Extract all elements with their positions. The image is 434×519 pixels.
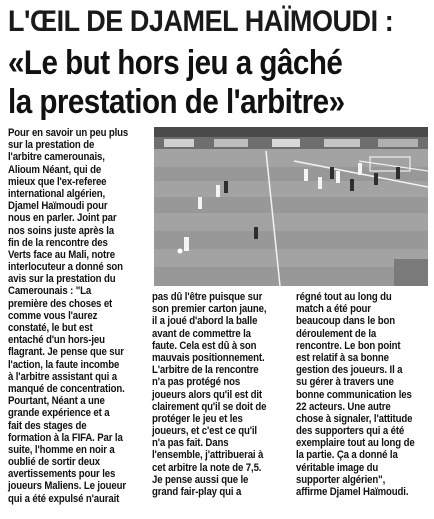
text-line: nos soins juste après la xyxy=(8,224,114,237)
text-line: protéger le jeu et les xyxy=(152,412,243,425)
text-line: l'ensemble, j'attribuerai à xyxy=(152,449,264,462)
text-line: joueurs Maliens. Le joueur xyxy=(8,480,127,493)
match-photo xyxy=(154,127,428,286)
text-line: à l'arbitre assistant qui a xyxy=(8,370,117,383)
text-line: international algérien, xyxy=(8,187,106,200)
article-column-1 xyxy=(8,127,143,505)
text-line: formation à la FIFA. Par la xyxy=(8,431,123,444)
text-line: comme vous l'aurez xyxy=(8,309,98,322)
text-line: flagrant. Je pense que sur xyxy=(8,346,124,359)
text-line: Camerounais : "La xyxy=(8,285,92,298)
headline-line-2: la prestation de l'arbitre» xyxy=(8,83,345,121)
text-line: faute. Cela est dû à son xyxy=(152,339,257,352)
text-line: des supporters qui a été xyxy=(296,425,405,438)
text-line: avis sur la prestation du xyxy=(8,273,116,286)
text-line: véritable image du xyxy=(296,461,379,474)
text-line: l'arbitre camerounais, xyxy=(8,151,105,164)
text-line: chose à signaler, l'attitude xyxy=(296,412,413,425)
text-line: cet arbitre la note de 7,5. xyxy=(152,461,262,474)
text-line: joueurs alors qu'il est dit xyxy=(152,388,263,401)
text-line: mieux que l'ex-referee xyxy=(8,175,107,188)
text-line: Pour en savoir un peu plus xyxy=(8,127,129,139)
text-line: fin de la rencontre des xyxy=(8,236,108,249)
text-line: n'a pas protégé nos xyxy=(152,376,241,389)
text-line: su gérer à travers une xyxy=(296,376,394,389)
text-line: avant de commettre la xyxy=(152,327,251,340)
text-line: clairement qu'il se doit de xyxy=(152,400,267,413)
text-line: n'a pas fait. Dans xyxy=(152,437,229,450)
text-line: grand fair-play qui a xyxy=(152,486,242,498)
text-line: match a été pour xyxy=(296,303,371,316)
article-column-3 xyxy=(296,291,431,498)
text-line: constaté, le but est xyxy=(8,322,93,334)
text-line: 22 acteurs. Une autre xyxy=(296,400,391,413)
article-headline xyxy=(8,44,391,122)
text-line: la partie. Ça a donné la xyxy=(296,449,398,462)
text-line: Verts face au Mali, notre xyxy=(8,248,115,261)
text-line: rencontre. Le bon point xyxy=(296,339,401,352)
text-line: gestion des joueurs. Il a xyxy=(296,364,403,377)
text-line: manqué de concentration. xyxy=(8,382,125,395)
text-line: pas dû l'être puisque sur xyxy=(152,291,263,303)
text-line: suite, l'homme en noir a xyxy=(8,443,115,456)
article-column-2 xyxy=(152,291,287,498)
text-line: interlocuteur a donné son xyxy=(8,261,123,274)
text-line: avertissements pour les xyxy=(8,468,116,481)
text-line: fait des stages de xyxy=(8,419,87,432)
text-line: est relatif à sa bonne xyxy=(296,351,389,364)
text-line: supporter algérien", xyxy=(296,473,386,486)
text-line: affirme Djamel Haïmoudi. xyxy=(296,486,409,498)
article-kicker: L'ŒIL DE DJAMEL HAÏMOUDI : xyxy=(8,5,394,38)
text-line: Pourtant, Néant a une xyxy=(8,395,105,408)
text-line: exemplaire tout au long de xyxy=(296,437,415,450)
text-line: l'action, la faute incombe xyxy=(8,358,120,371)
text-line: L'arbitre de la rencontre xyxy=(152,364,259,377)
text-line: oublié de sortir deux xyxy=(8,456,100,469)
text-line: première des choses et xyxy=(8,297,113,310)
football-pitch-image xyxy=(154,127,428,286)
text-line: bonne communication les xyxy=(296,388,412,401)
text-line: nous en parler. Joint par xyxy=(8,212,117,225)
text-line: déroulement de la xyxy=(296,327,377,340)
text-line: grande expérience et a xyxy=(8,407,110,420)
text-line: régné tout au long du xyxy=(296,291,392,303)
text-line: Je pense aussi que le xyxy=(152,473,249,486)
headline-line-1: «Le but hors jeu a gâché xyxy=(8,44,343,82)
text-line: Djamel Haïmoudi pour xyxy=(8,200,108,213)
text-line: son premier carton jaune, xyxy=(152,303,267,316)
text-line: qui a été expulsé n'aurait xyxy=(8,492,120,505)
text-line: entaché d'un hors-jeu xyxy=(8,334,105,347)
text-line: beaucoup dans le bon xyxy=(296,315,395,328)
text-line: joueurs, et c'est ce qu'il xyxy=(152,425,257,438)
text-line: sur la prestation de xyxy=(8,139,95,152)
text-line: Alioum Néant, qui de xyxy=(8,163,102,176)
text-line: il a joué d'abord la balle xyxy=(152,315,258,328)
text-line: mauvais positionnement. xyxy=(152,351,265,364)
